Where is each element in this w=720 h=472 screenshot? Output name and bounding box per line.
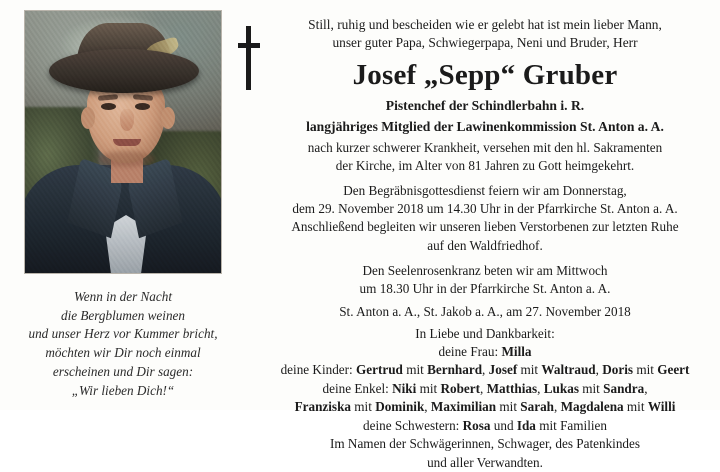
family-line: deine Frau: Milla xyxy=(438,343,532,359)
rosary-line-1: Den Seelenrosenkranz beten wir am Mittwoch xyxy=(362,262,608,278)
family-line: Franziska mit Dominik, Maximilian mit Sarah, Magdalena mit Willi xyxy=(294,399,676,415)
role-line-1: Pistenchef der Schindlerbahn i. R. xyxy=(385,98,585,114)
role-line-2: langjähriges Mitglied der Lawinenkommission St. Anton a. A. xyxy=(306,118,664,134)
verse-line-2: die Bergblumen weinen xyxy=(60,307,185,323)
verse-line-6: „Wir lieben Dich!“ xyxy=(71,382,175,398)
funeral-details xyxy=(266,182,704,254)
memorial-verse xyxy=(28,288,217,400)
death-line-1: nach kurzer schwerer Krankheit, versehen mit den hl. Sakramenten xyxy=(307,140,663,156)
death-line-2: der Kirche, im Alter von 81 Jahren zu Gott heimgekehrt. xyxy=(335,158,635,174)
intro-line-2: unser guter Papa, Schwiegerpapa, Neni und Bruder, Herr xyxy=(332,35,638,51)
family-line: und aller Verwandten. xyxy=(427,454,543,470)
rosary-details xyxy=(266,262,704,298)
death-circumstances xyxy=(266,139,704,175)
family-list xyxy=(266,343,704,472)
cross-horizontal-bar xyxy=(238,43,260,48)
place-and-date: St. Anton a. A., St. Jakob a. A., am 27. November 2018 xyxy=(339,303,631,319)
christian-cross-icon xyxy=(238,26,260,90)
funeral-line-4: auf den Waldfriedhof. xyxy=(427,237,543,253)
intro-line-1: Still, ruhig und bescheiden wie er gelebt hat ist mein lieber Mann, xyxy=(308,17,662,32)
deceased-name: Josef „Sepp“ Gruber xyxy=(352,59,618,92)
notice-text-column xyxy=(266,10,708,470)
cross-vertical-bar xyxy=(246,26,251,90)
cross-column xyxy=(232,10,266,402)
family-line: deine Schwestern: Rosa und Ida mit Familien xyxy=(363,417,607,433)
verse-line-4: möchten wir Dir noch einmal xyxy=(45,345,201,361)
intro-text xyxy=(266,16,704,52)
verse-line-1: Wenn in der Nacht xyxy=(73,289,173,304)
funeral-line-1: Den Begräbnisgottesdienst feiern wir am Donnerstag, xyxy=(343,183,627,199)
funeral-line-2: dem 29. November 2018 um 14.30 Uhr in der Pfarrkirche St. Anton a. A. xyxy=(292,201,678,217)
family-line: deine Enkel: Niki mit Robert, Matthias, Lukas mit Sandra, xyxy=(322,380,648,396)
family-line: deine Kinder: Gertrud mit Bernhard, Josef mit Waltraud, Doris mit Geert xyxy=(280,362,690,378)
family-line: Im Namen der Schwägerinnen, Schwager, des Patenkindes xyxy=(329,436,640,452)
gratitude-line: In Liebe und Dankbarkeit: xyxy=(415,325,555,341)
left-column xyxy=(14,10,232,402)
portrait-photo xyxy=(24,10,222,274)
funeral-line-3: Anschließend begleiten wir unseren lieben Verstorbenen zur letzten Ruhe xyxy=(291,219,679,235)
rosary-line-2: um 18.30 Uhr in der Pfarrkirche St. Anton a. A. xyxy=(359,280,611,296)
photo-grain-overlay xyxy=(25,11,221,273)
verse-line-5: erscheinen und Dir sagen: xyxy=(52,363,194,379)
verse-line-3: und unser Herz vor Kummer bricht, xyxy=(28,326,218,342)
